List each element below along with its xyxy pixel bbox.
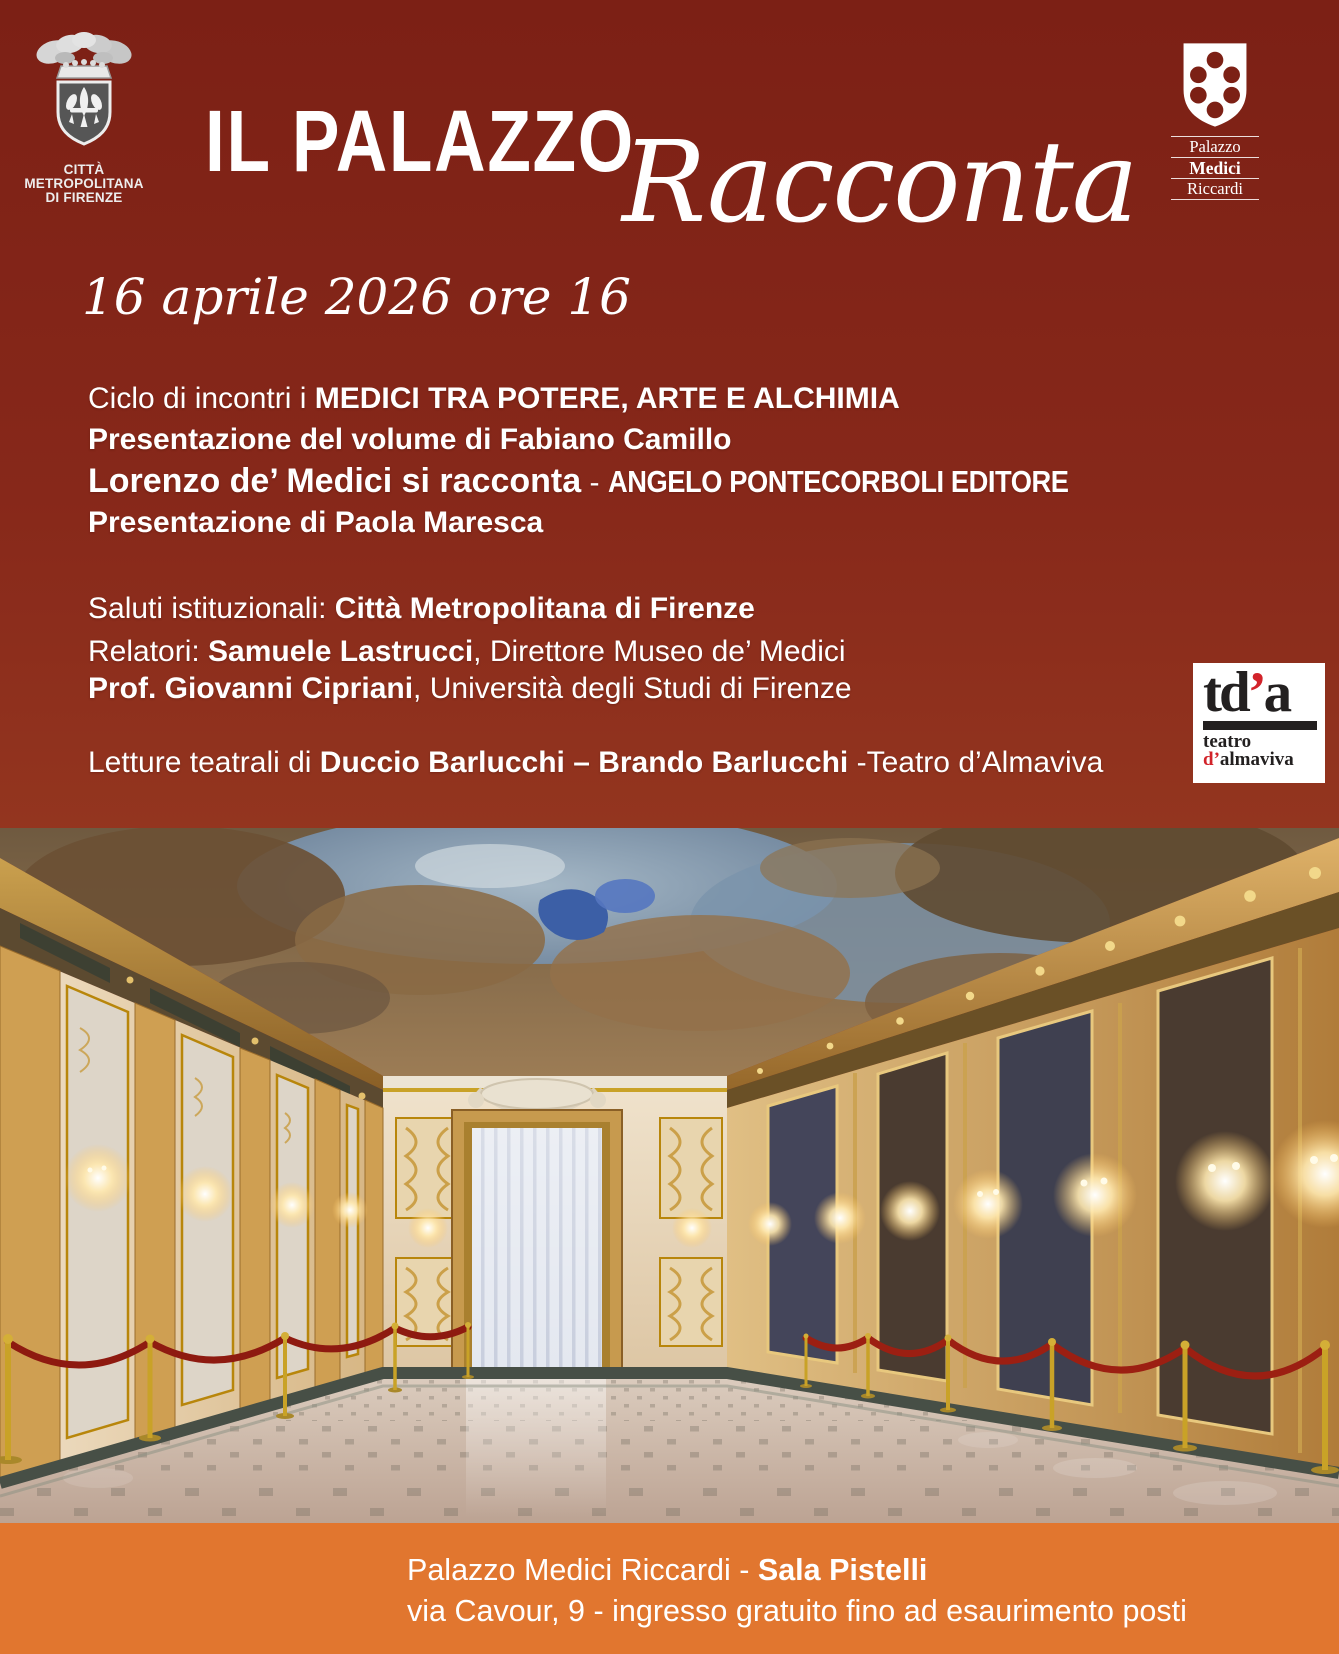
tda-almaviva: almaviva [1219,749,1294,770]
citta-logo-text-line2: DI FIRENZE [45,190,123,205]
gallery-door [452,1110,622,1375]
institution: Città Metropolitana di Firenze [334,592,755,625]
speaker-name: Prof. Giovanni Cipriani [88,672,414,705]
venue-line [407,1553,927,1588]
tda-d-red: d’ [1203,749,1220,770]
body-line-readings [88,746,1103,780]
publisher: ANGELO PONTECORBOLI EDITORE [607,464,1069,499]
venue-room: Sala Pistelli [757,1553,928,1587]
body-line-presentation: Presentazione del volume di Fabiano Camillo [88,423,732,456]
gallery-photo [0,828,1339,1523]
body-line-book-title [88,462,1131,501]
cycle-title: MEDICI TRA POTERE, ARTE E ALCHIMIA [314,382,900,415]
body-line-cycle [88,382,900,416]
teatro-dalmaviva-logo [1193,663,1325,783]
body-line-presenter: Presentazione di Paola Maresca [88,506,544,539]
palazzo-medici-riccardi-logo [1157,40,1273,201]
medici-logo-line3: Riccardi [1187,179,1243,198]
medici-shield-icon [1178,40,1252,130]
speaker-role: , Direttore Museo de’ Medici [473,635,846,668]
tda-apostrophe: ’ [1247,663,1264,724]
footer-bar [0,1523,1339,1654]
body-text: Ciclo di incontri i [88,382,315,415]
body-text: Letture teatrali di [88,746,320,779]
poster-title-script: Racconta [622,118,1137,248]
citta-metropolitana-logo [24,30,144,205]
tda-dalmaviva [1203,751,1317,769]
tda-a: a [1263,663,1290,724]
body-line-speaker2 [88,672,852,706]
separator: - [581,466,608,499]
speaker-role: , Università degli Studi di Firenze [413,672,852,705]
tda-teatro: teatro [1203,731,1252,752]
tda-td: td [1203,663,1248,724]
medici-logo-line2: Medici [1189,158,1241,178]
poster-title: IL PALAZZO [205,93,635,190]
divider [1171,199,1259,200]
book-title: Lorenzo de’ Medici si racconta [88,462,582,500]
speaker-name: Samuele Lastrucci [208,635,474,668]
body-text: Saluti istituzionali: [88,592,335,625]
citta-metropolitana-crest-icon [25,30,143,158]
address-line: via Cavour, 9 - ingresso gratuito fino ad esaurimento posti [407,1594,1187,1628]
event-date: 16 aprile 2026 ore 16 [82,268,631,326]
medici-logo-line1: Palazzo [1189,137,1241,156]
theatre-name: -Teatro d’Almaviva [848,746,1104,779]
citta-logo-text-line1: CITTÀ METROPOLITANA [24,162,144,191]
venue-name: Palazzo Medici Riccardi - [407,1553,758,1587]
body-text: Relatori: [88,635,209,668]
body-line-speaker1 [88,635,846,669]
actors-names: Duccio Barlucchi – Brando Barlucchi [319,746,849,779]
tda-wordmark [1203,663,1317,724]
body-line-greetings [88,592,755,626]
